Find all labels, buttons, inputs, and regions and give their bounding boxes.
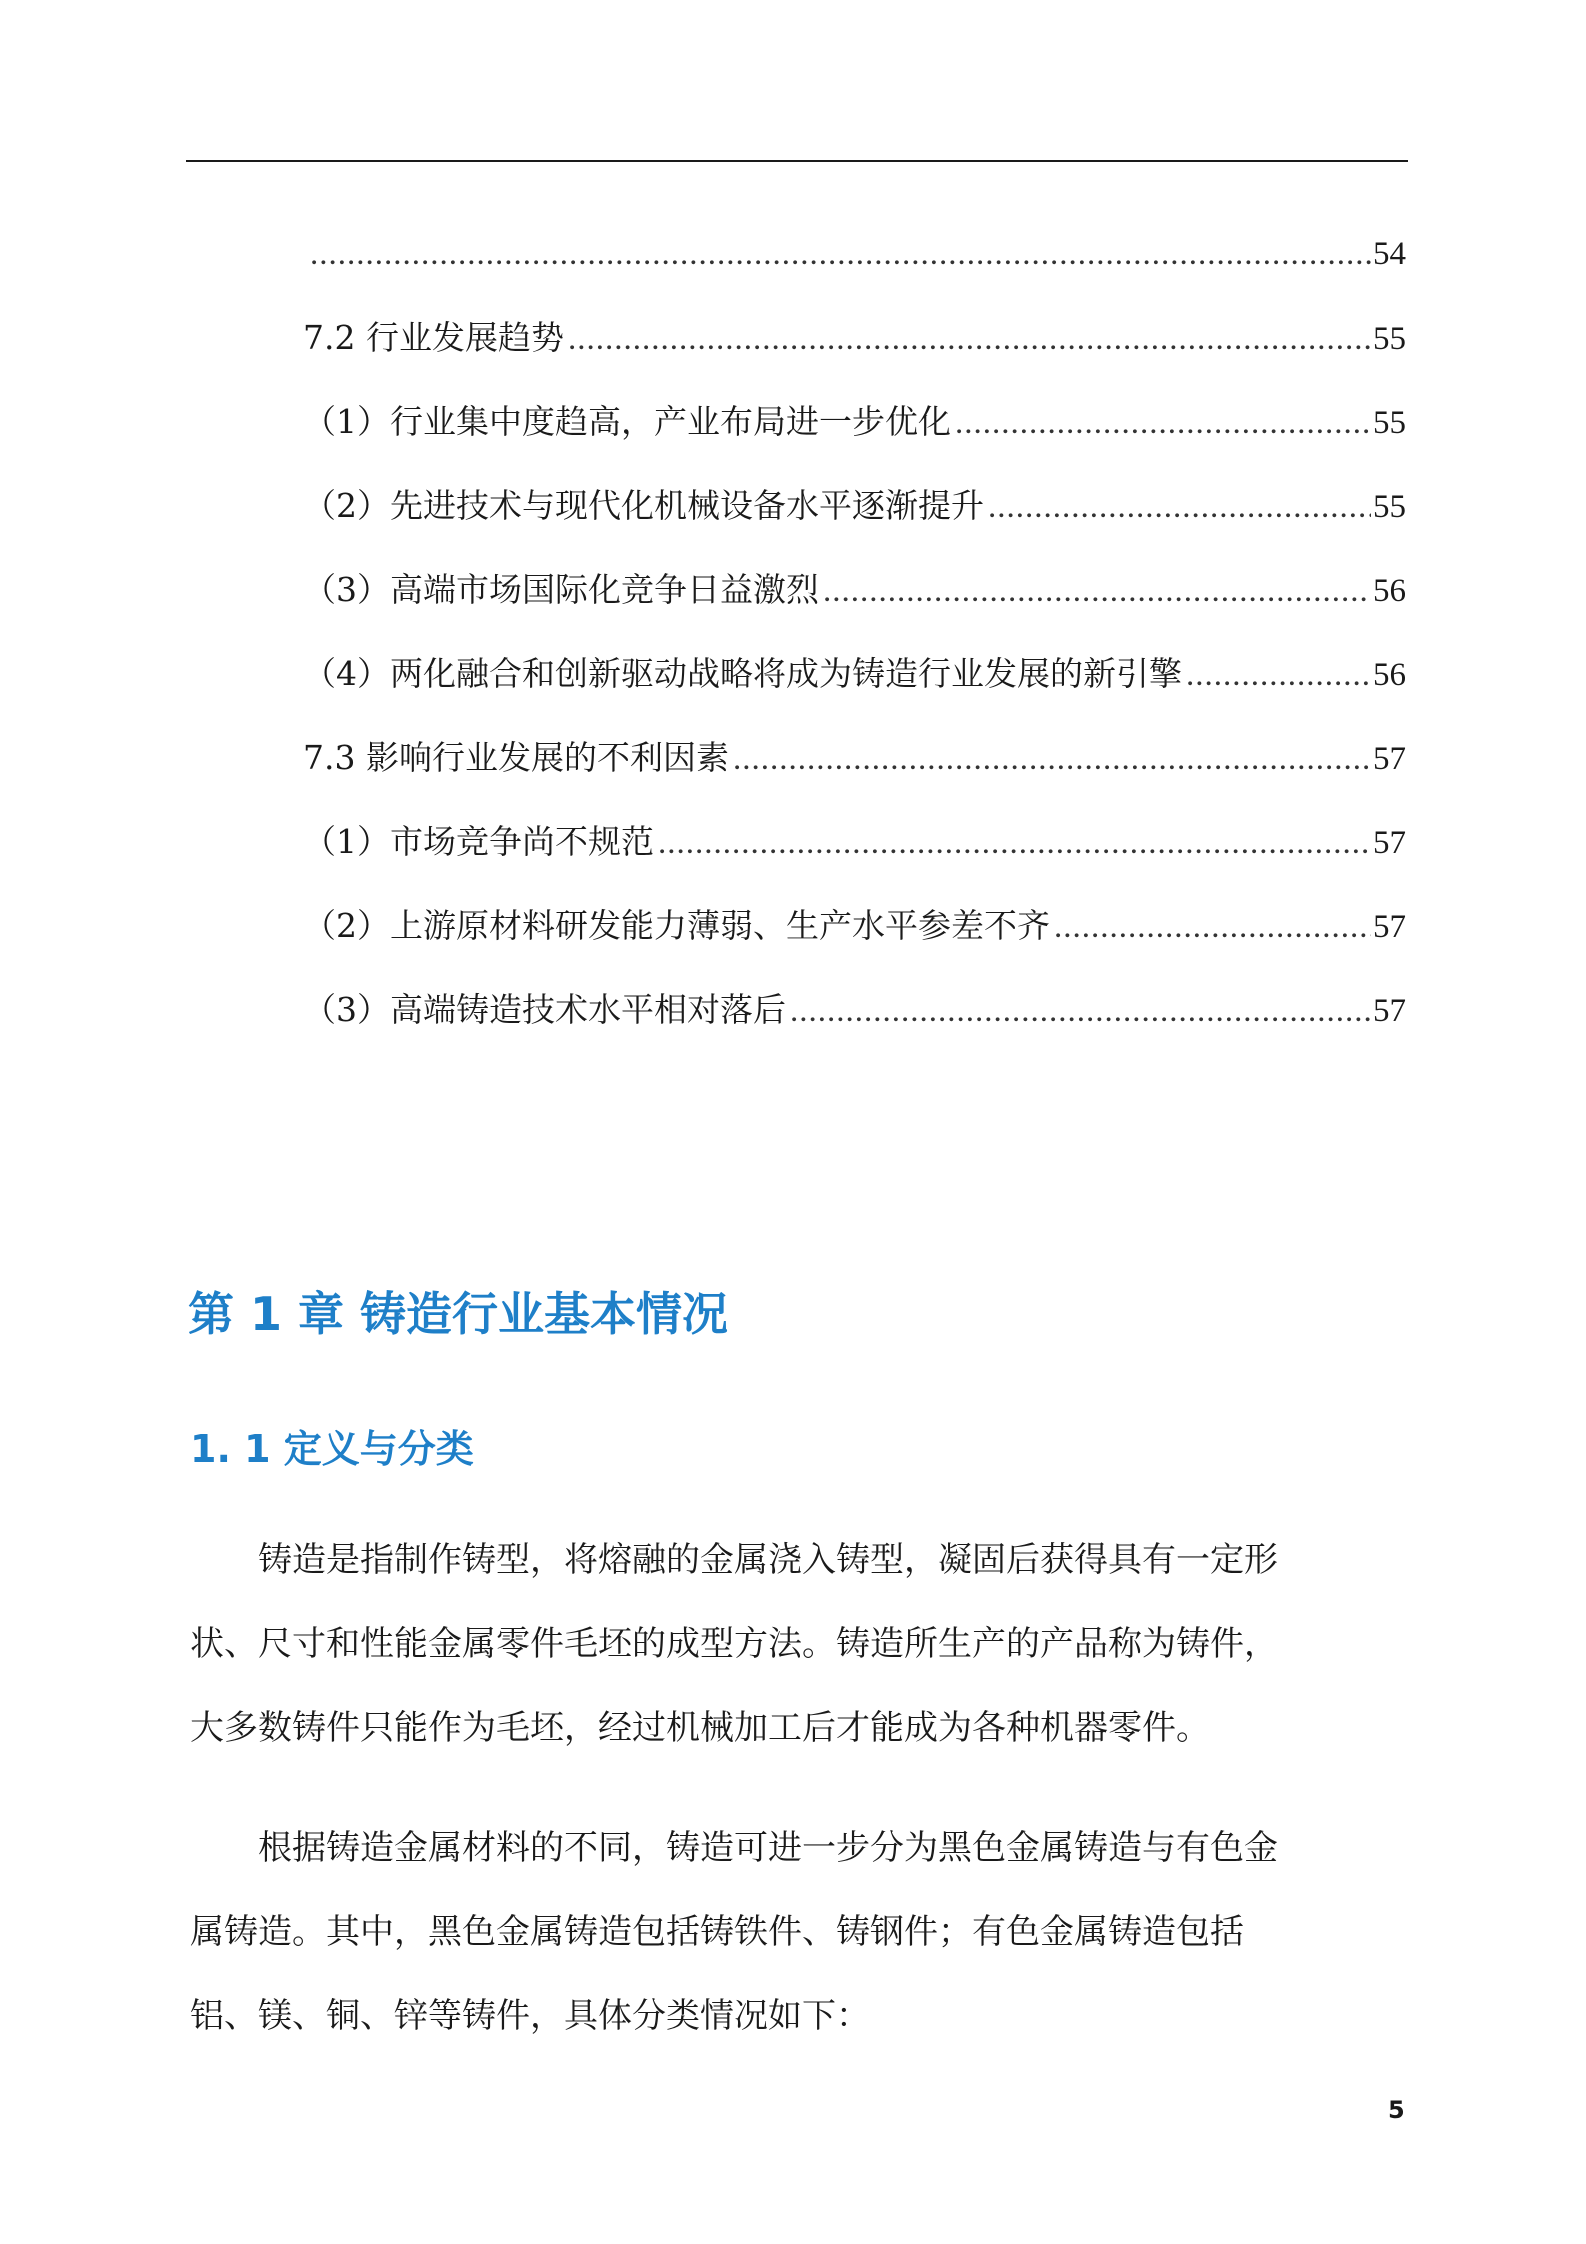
toc-dot-leader <box>568 317 1371 361</box>
paragraph-line: 铸造是指制作铸型，将熔融的金属浇入铸型，凝固后获得具有一定形 <box>190 1540 1278 1580</box>
toc-dot-leader <box>310 232 1371 276</box>
toc-entry-page: 57 <box>1373 993 1406 1029</box>
toc-entry-page: 57 <box>1373 825 1406 861</box>
toc-entry-label: （1）行业集中度趋高，产业布局进一步优化 <box>303 402 951 441</box>
toc-entry[interactable] <box>303 904 1406 949</box>
toc-entry-label: （2）上游原材料研发能力薄弱、生产水平参差不齐 <box>303 906 1050 945</box>
chapter-title: 第 1 章 铸造行业基本情况 <box>188 1287 729 1341</box>
toc-entry-label: （3）高端市场国际化竞争日益激烈 <box>303 570 819 609</box>
toc-entry[interactable] <box>303 400 1406 445</box>
toc-entry[interactable] <box>303 652 1406 697</box>
toc-entry-page: 54 <box>1373 236 1406 272</box>
toc-entry-label: 7.2 行业发展趋势 <box>303 318 564 357</box>
section-title: 1. 1 定义与分类 <box>190 1427 474 1471</box>
header-rule <box>186 160 1408 162</box>
page-number: 5 <box>1388 2096 1405 2124</box>
toc-dot-leader <box>823 569 1371 613</box>
toc-entry-page: 56 <box>1373 573 1406 609</box>
toc-entry[interactable] <box>303 568 1406 613</box>
toc-entry-label: （4）两化融合和创新驱动战略将成为铸造行业发展的新引擎 <box>303 654 1182 693</box>
toc-dot-leader <box>658 821 1371 865</box>
toc-dot-leader <box>733 737 1371 781</box>
toc-entry-page: 57 <box>1373 741 1406 777</box>
toc-entry[interactable] <box>306 232 1406 276</box>
toc-entry-label: （1）市场竞争尚不规范 <box>303 822 654 861</box>
toc-entry[interactable] <box>303 820 1406 865</box>
toc-dot-leader <box>988 485 1371 529</box>
toc-entry-page: 55 <box>1373 489 1406 525</box>
toc-entry-page: 57 <box>1373 909 1406 945</box>
toc-entry[interactable] <box>303 988 1406 1033</box>
toc-dot-leader <box>1054 905 1371 949</box>
toc-dot-leader <box>790 989 1371 1033</box>
toc-dot-leader <box>955 401 1371 445</box>
body-paragraph <box>190 1518 1400 1770</box>
toc-entry[interactable] <box>303 484 1406 529</box>
paragraph-line: 铝、镁、铜、锌等铸件，具体分类情况如下： <box>190 1996 870 2036</box>
toc-entry-page: 55 <box>1373 321 1406 357</box>
paragraph-line: 属铸造。其中，黑色金属铸造包括铸铁件、铸钢件；有色金属铸造包括 <box>190 1912 1244 1952</box>
toc-entry-label: （2）先进技术与现代化机械设备水平逐渐提升 <box>303 486 984 525</box>
toc-entry-page: 56 <box>1373 657 1406 693</box>
toc-dot-leader <box>1186 653 1371 697</box>
toc-entry[interactable] <box>303 316 1406 361</box>
toc-entry-page: 55 <box>1373 405 1406 441</box>
paragraph-line: 根据铸造金属材料的不同，铸造可进一步分为黑色金属铸造与有色金 <box>190 1828 1278 1868</box>
paragraph-line: 大多数铸件只能作为毛坯，经过机械加工后才能成为各种机器零件。 <box>190 1708 1210 1748</box>
toc-entry-label: （3）高端铸造技术水平相对落后 <box>303 990 786 1029</box>
body-paragraph <box>190 1806 1400 2058</box>
paragraph-line: 状、尺寸和性能金属零件毛坯的成型方法。铸造所生产的产品称为铸件， <box>190 1624 1278 1664</box>
toc-entry-label: 7.3 影响行业发展的不利因素 <box>303 738 729 777</box>
toc-entry[interactable] <box>303 736 1406 781</box>
